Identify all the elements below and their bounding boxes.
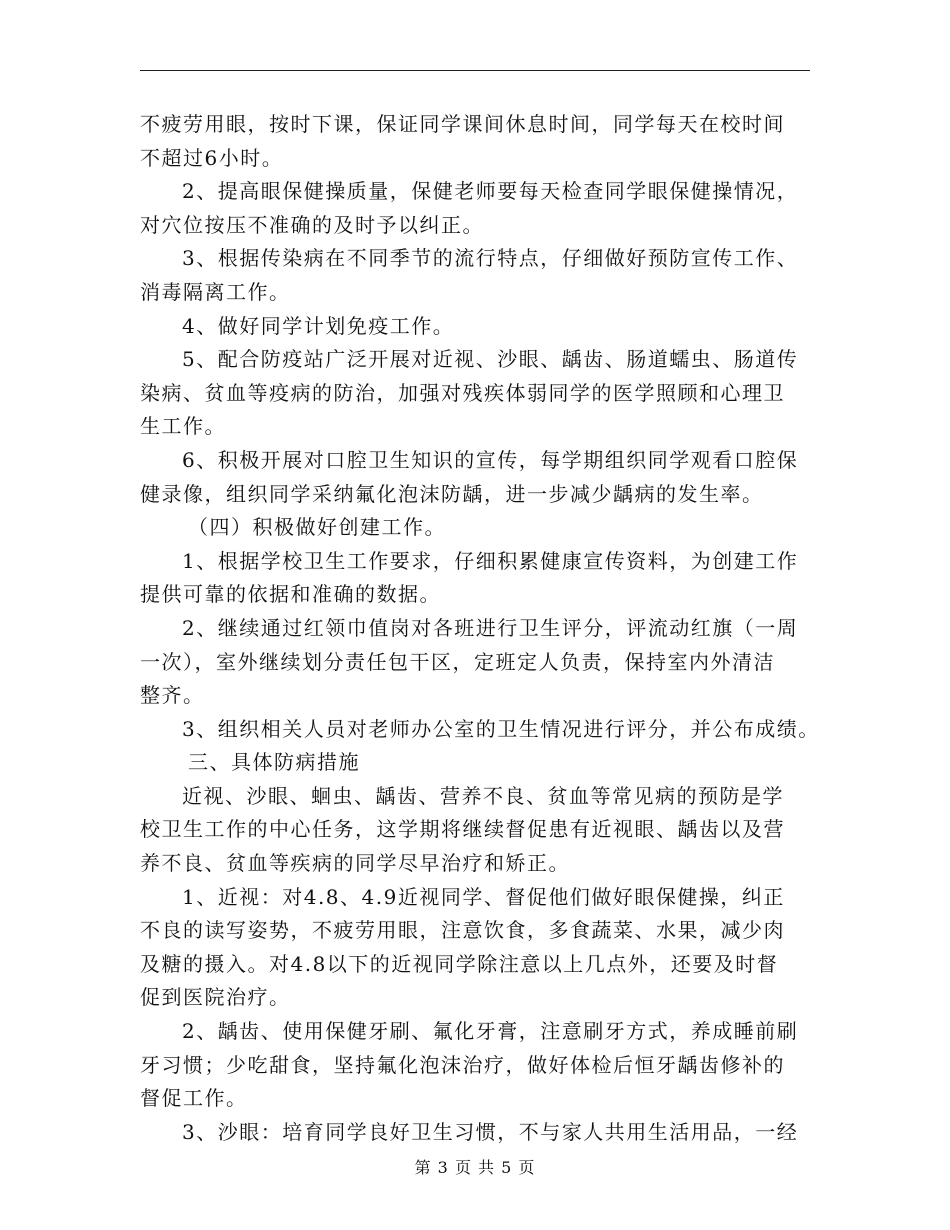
text-line: 近视、沙眼、蛔虫、龋齿、营养不良、贫血等常见病的预防是学 (182, 783, 784, 808)
text-line: 督促工作。 (140, 1086, 248, 1111)
text-line: 4、做好同学计划免疫工作。 (182, 313, 455, 338)
text-line: 1、近视：对4.8、4.9近视同学、督促他们做好眼保健操，纠正 (182, 884, 785, 909)
text-line: 不疲劳用眼，按时下课，保证同学课间休息时间，同学每天在校时间 (140, 112, 785, 136)
page-footer: 第 3 页 共 5 页 (414, 1158, 536, 1177)
text-line: 健录像，组织同学采纳氟化泡沫防龋，进一步减少龋病的发生率。 (140, 481, 764, 506)
text-line: 5、配合防疫站广泛开展对近视、沙眼、龋齿、肠道蠕虫、肠道传 (182, 347, 799, 372)
text-line: 一次），室外继续划分责任包干区，定班定人负责，保持室内外清洁 (140, 649, 775, 674)
text-line: 养不良、贫血等疾病的同学尽早治疗和矫正。 (140, 851, 570, 876)
text-line: 3、根据传染病在不同季节的流行特点，仔细做好预防宣传工作、 (182, 246, 799, 271)
text-line: 对穴位按压不准确的及时予以纠正。 (140, 212, 484, 237)
text-line: 牙习惯；少吃甜食，坚持氟化泡沫治疗，做好体检后恒牙龋齿修补的 (140, 1052, 785, 1077)
document-body (140, 108, 820, 1149)
text-line: 校卫生工作的中心任务，这学期将继续督促患有近视眼、龋齿以及营 (140, 817, 785, 842)
text-line: 3、组织相关人员对老师办公室的卫生情况进行评分，并公布成绩。 (182, 716, 820, 741)
text-line: 不良的读写姿势，不疲劳用眼，注意饮食，多食蔬菜、水果，减少肉 (140, 918, 785, 943)
text-line: 消毒隔离工作。 (140, 279, 291, 304)
text-line: 1、根据学校卫生工作要求，仔细积累健康宣传资料，为创建工作 (182, 548, 799, 573)
header-rule (140, 70, 810, 71)
text-line: 染病、贫血等疫病的防治，加强对残疾体弱同学的医学照顾和心理卫 (140, 380, 785, 405)
text-line: 及糖的摄入。对4.8以下的近视同学除注意以上几点外，还要及时督 (140, 951, 779, 976)
text-line: 整齐。 (140, 683, 205, 708)
text-line: 6、积极开展对口腔卫生知识的宣传，每学期组织同学观看口腔保 (182, 447, 799, 472)
text-line: 促到医院治疗。 (140, 985, 291, 1010)
text-line: （四）积极做好创建工作。 (188, 515, 446, 540)
text-line: 不超过6小时。 (140, 145, 284, 170)
text-line: 3、沙眼：培育同学良好卫生习惯，不与家人共用生活用品，一经 (182, 1119, 799, 1144)
text-line: 生工作。 (140, 414, 226, 439)
text-line: 2、继续通过红领巾值岗对各班进行卫生评分，评流动红旗（一周 (182, 615, 799, 640)
text-line: 三、具体防病措施 (188, 750, 360, 775)
text-line: 提供可靠的依据和准确的数据。 (140, 582, 441, 607)
text-line: 2、提高眼保健操质量，保健老师要每天检查同学眼保健操情况， (182, 179, 799, 204)
text-line: 2、龋齿、使用保健牙刷、氟化牙膏，注意刷牙方式，养成睡前刷 (182, 1019, 799, 1044)
